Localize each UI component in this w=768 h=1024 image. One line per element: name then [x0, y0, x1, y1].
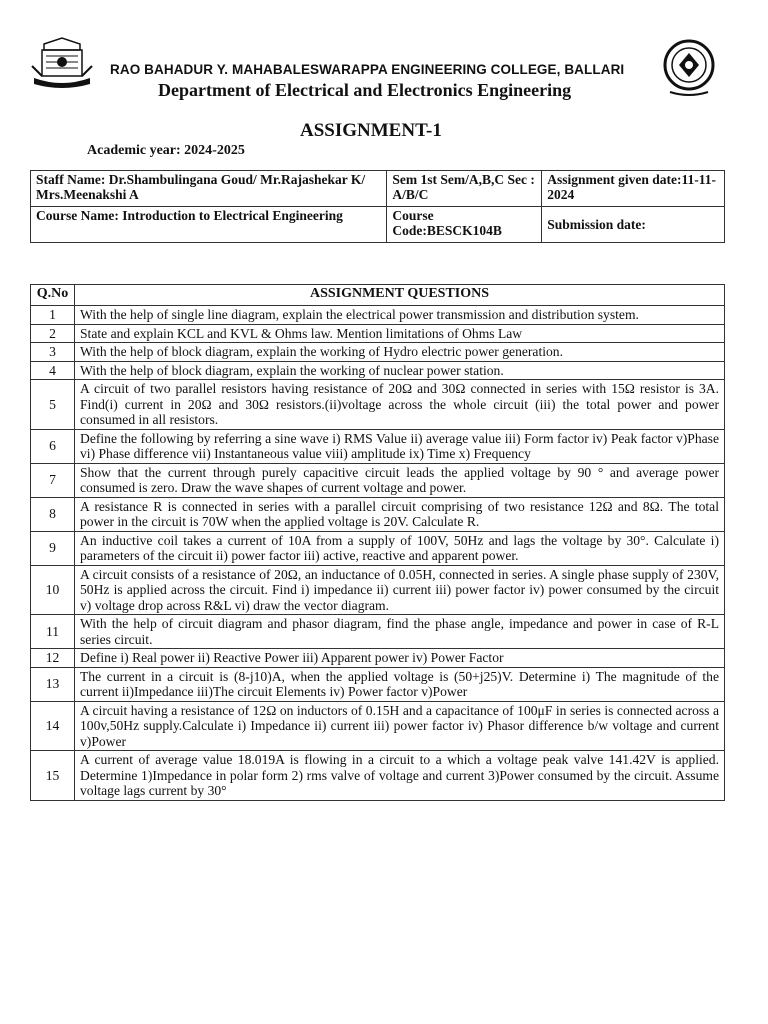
question-number: 13: [31, 667, 75, 701]
table-row: [31, 306, 725, 325]
question-text: A circuit consists of a resistance of 20Ω, an inductance of 0.05H, connected in series. A single phase supply of 230V, 50Hz is applied across the circuit. Find i) impedance ii) current iii) power factor iv) power consumed by the circuit v) voltage drop across R&L vi) draw the vector diagram.: [75, 565, 725, 615]
question-number: 1: [31, 306, 75, 325]
department-name: Department of Electrical and Electronics Engineering: [158, 80, 572, 100]
question-number: 9: [31, 531, 75, 565]
college-emblem-icon: [30, 36, 94, 92]
question-number: 10: [31, 565, 75, 615]
table-row: [31, 531, 725, 565]
question-number: 2: [31, 324, 75, 343]
table-row: [31, 361, 725, 380]
table-row: [31, 463, 725, 497]
table-row: [31, 429, 725, 463]
page-title: ASSIGNMENT-1: [300, 120, 442, 141]
question-number: 7: [31, 463, 75, 497]
university-seal-icon: [662, 38, 716, 98]
question-text: A resistance R is connected in series with a parallel circuit comprising of two resistance 12Ω and 8Ω. The total power in the circuit is 70W when the applied voltage is 20V. Calculate R.: [75, 497, 725, 531]
question-text: Show that the current through purely capacitive circuit leads the applied voltage by 90 ° and average power consumed is zero. Draw the wave shapes of current voltage and power.: [75, 463, 725, 497]
course-name: Course Name: Introduction to Electrical Engineering: [31, 207, 387, 243]
table-row: [31, 324, 725, 343]
question-number: 14: [31, 701, 75, 751]
qno-header: Q.No: [31, 285, 75, 306]
question-text: Define the following by referring a sine wave i) RMS Value ii) average value iii) Form factor iv) Peak factor v)Phase vi) Phase difference vii) Instantaneous value viii) amplitude ix) Time x) Frequency: [75, 429, 725, 463]
table-row: [31, 565, 725, 615]
academic-year: Academic year: 2024-2025: [87, 143, 245, 158]
table-row: [31, 701, 725, 751]
question-text: State and explain KCL and KVL & Ohms law. Mention limitations of Ohms Law: [75, 324, 725, 343]
course-code: Course Code:BESCK104B: [387, 207, 542, 243]
table-row: [31, 667, 725, 701]
semester-section: Sem 1st Sem/A,B,C Sec : A/B/C: [387, 171, 542, 207]
submission-date: Submission date:: [542, 207, 725, 243]
question-number: 5: [31, 380, 75, 430]
question-text: A circuit of two parallel resistors having resistance of 20Ω and 30Ω connected in series with 15Ω resistor is 3A. Find(i) current in 20Ω and 30Ω resistors.(ii)voltage across the whole circuit (iii) the total power and power consumed in all resistors.: [75, 380, 725, 430]
question-text: With the help of single line diagram, explain the electrical power transmission and distribution system.: [75, 306, 725, 325]
question-number: 15: [31, 751, 75, 801]
question-number: 3: [31, 343, 75, 362]
question-text: The current in a circuit is (8-j10)A, when the applied voltage is (50+j25)V. Determine i) The magnitude of the current ii)Impedance iii)The circuit Elements iv) Power factor v)Power: [75, 667, 725, 701]
staff-name: Staff Name: Dr.Shambulingana Goud/ Mr.Rajashekar K/ Mrs.Meenakshi A: [31, 171, 387, 207]
question-text: An inductive coil takes a current of 10A from a supply of 100V, 50Hz and lags the voltage by 30°. Calculate i) parameters of the circuit ii) power factor iii) active, reactive and apparent power.: [75, 531, 725, 565]
assignment-given-date: Assignment given date:11-11-2024: [542, 171, 725, 207]
question-text: With the help of circuit diagram and phasor diagram, find the phase angle, impedance and power in case of R-L series circuit.: [75, 615, 725, 649]
table-row: [31, 343, 725, 362]
table-row: [31, 751, 725, 801]
table-row: [31, 380, 725, 430]
question-text: A current of average value 18.019A is flowing in a circuit to a which a voltage peak valve 141.42V is applied. Determine 1)Impedance in polar form 2) rms valve of voltage and current 3)Power consumed by the circuit. Assume voltage lags current by 30°: [75, 751, 725, 801]
question-text: A circuit having a resistance of 12Ω on inductors of 0.15H and a capacitance of 100μF in series is connected across a 100v,50Hz supply.Calculate i) Impedance ii) current iii) power factor iv) Phasor difference b/w voltage and current v)Power: [75, 701, 725, 751]
question-text: With the help of block diagram, explain the working of nuclear power station.: [75, 361, 725, 380]
question-text: Define i) Real power ii) Reactive Power iii) Apparent power iv) Power Factor: [75, 649, 725, 668]
question-number: 11: [31, 615, 75, 649]
questions-header: ASSIGNMENT QUESTIONS: [75, 285, 725, 306]
question-number: 4: [31, 361, 75, 380]
question-number: 8: [31, 497, 75, 531]
table-row: [31, 497, 725, 531]
question-number: 12: [31, 649, 75, 668]
question-text: With the help of block diagram, explain the working of Hydro electric power generation.: [75, 343, 725, 362]
college-name: RAO BAHADUR Y. MAHABALESWARAPPA ENGINEERING COLLEGE, BALLARI: [110, 62, 625, 77]
questions-table: [30, 284, 725, 801]
table-row: [31, 649, 725, 668]
course-info-table: [30, 170, 725, 243]
question-number: 6: [31, 429, 75, 463]
table-row: [31, 615, 725, 649]
